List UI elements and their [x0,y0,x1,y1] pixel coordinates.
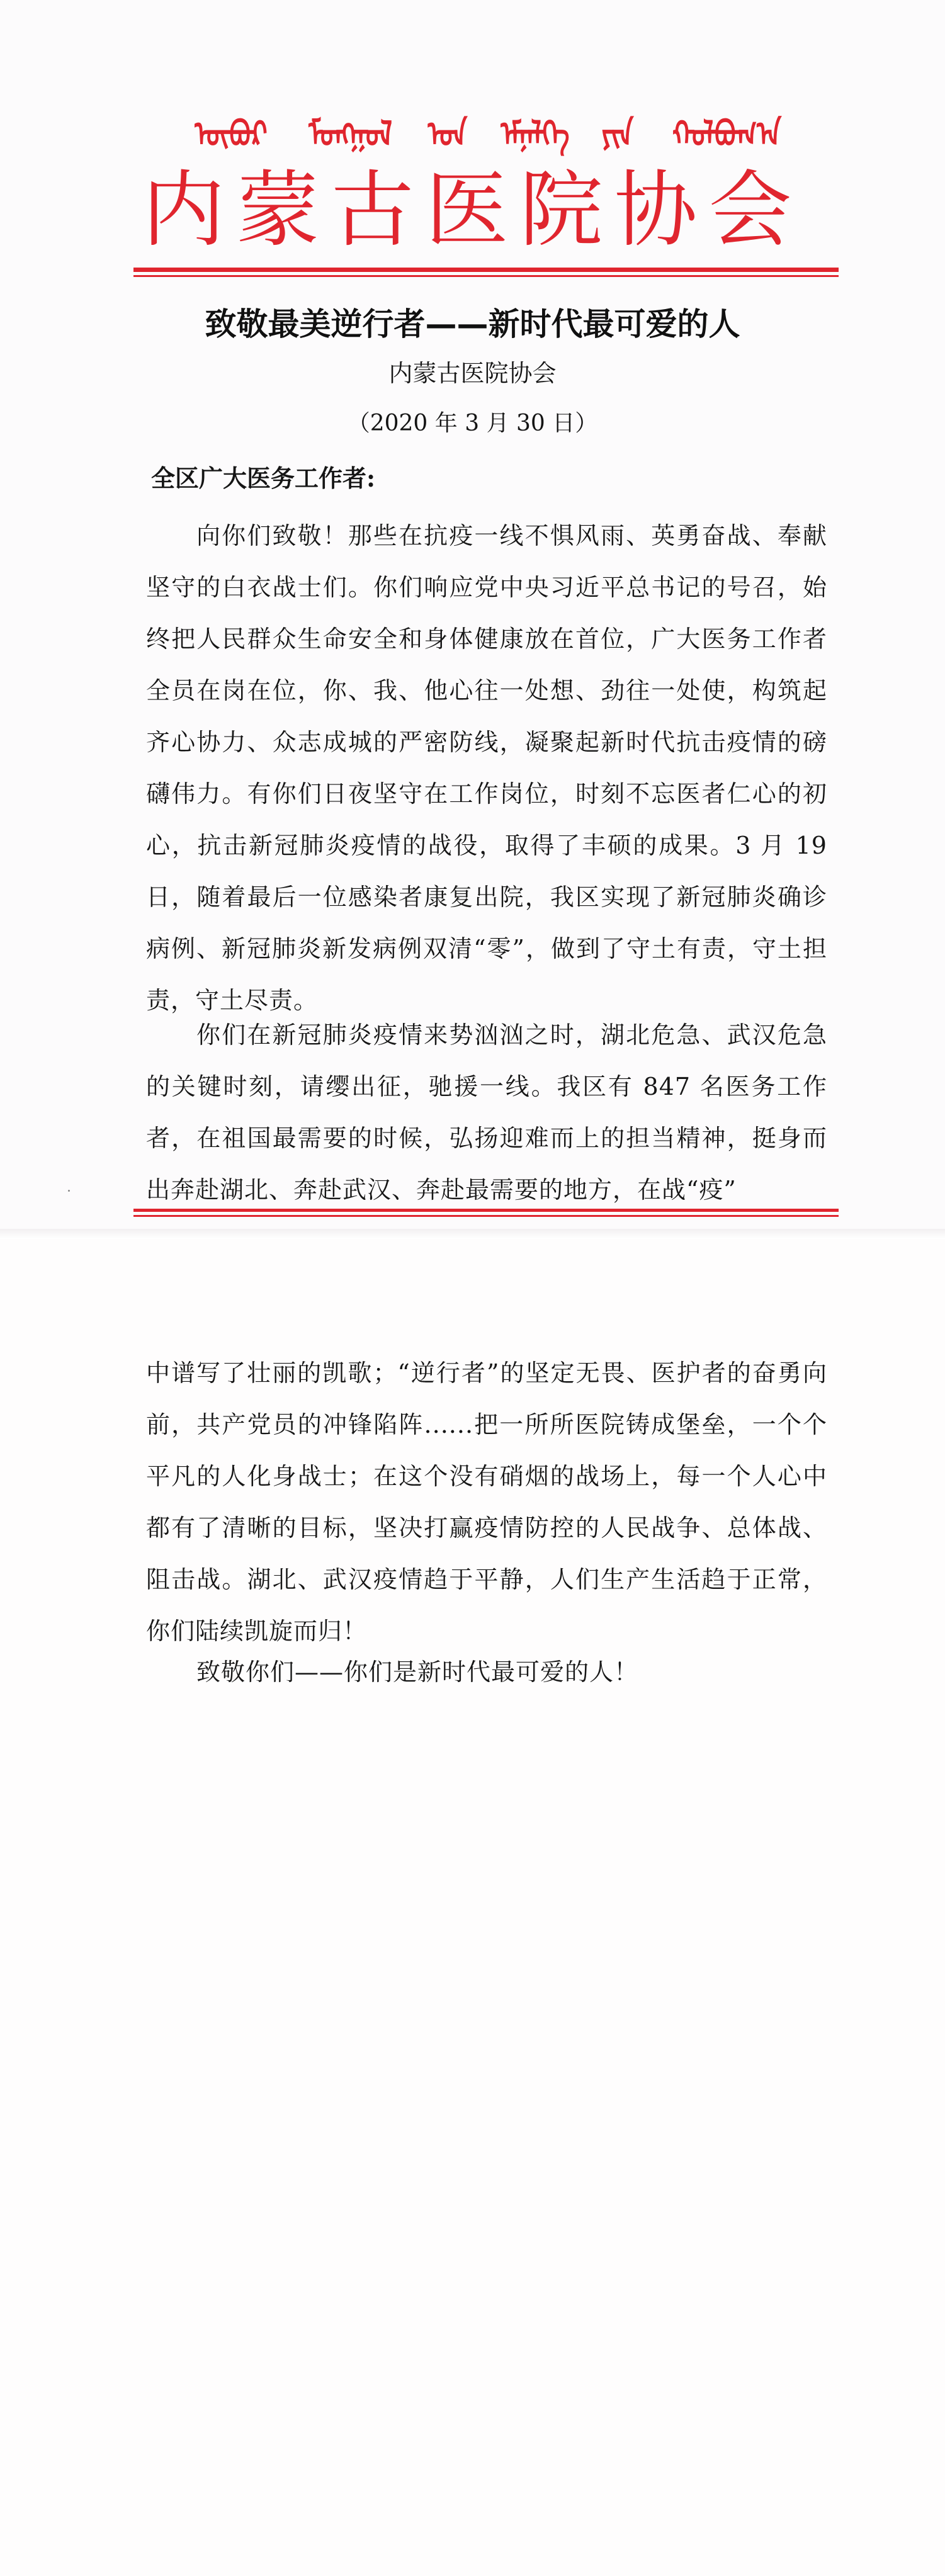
mongolian-letterhead [183,98,800,154]
mongolian-word: ᠶᠢᠨ [601,113,634,155]
mongolian-word: ᠥᠪᠥᠷ [195,113,268,155]
rule-thin-line [133,1215,839,1217]
footer-rule [133,1209,839,1217]
mongolian-word: ᠬᠣᠯᠪᠣᠭ᠎ᠠ [672,113,782,155]
rule-thick-line [133,268,839,272]
page-break [0,1229,945,1239]
scan-speck [68,1190,70,1192]
mongolian-word: ᠤᠨ [427,113,468,155]
paragraph-2: 你们在新冠肺炎疫情来势汹汹之时，湖北危急、武汉危急的关键时刻，请缨出征，驰援一线。我区有 847 名医务工作者，在祖国最需要的时候，弘扬迎难而上的担当精神，挺身而出奔赴湖北、奔赴武汉、奔赴最需要的地方，在战“疫” [146,1021,827,1204]
article-author: 内蒙古医院协会 [388,359,557,387]
article-headline: 致敬最美逆行者——新时代最可爱的人 [205,306,740,342]
article-salutation: 全区广大医务工作者: [151,464,376,492]
letterhead-title: 内蒙古医院协会 [142,164,803,257]
rule-thick-line [133,1209,839,1212]
letterhead-rule [133,268,839,277]
mongolian-word: ᠡᠮᠨᠡᠯᠭᠡ [501,113,570,155]
paragraph-3: 中谱写了壮丽的凯歌；“逆行者”的坚定无畏、医护者的奋勇向前，共产党员的冲锋陷阵......把一所所医院铸成堡垒，一个个平凡的人化身战士；在这个没有硝烟的战场上，每一个人心中都有了清晰的目标，坚决打赢疫情防控的人民战争、总体战、阻击战。湖北、武汉疫情趋于平静，人们生产生活趋于正常，你们陆续凯旋而归！ [146,1359,827,1645]
mongolian-word: ᠮᠣᠩᠭᠣᠯ [308,113,393,155]
article-date: （2020 年 3 月 30 日） [347,410,598,436]
paragraph-1: 向你们致敬！那些在抗疫一线不惧风雨、英勇奋战、奉献坚守的白衣战士们。你们响应党中央习近平总书记的号召，始终把人民群众生命安全和身体健康放在首位，广大医务工作者全员在岗在位，你、我、他心往一处想、劲往一处使，构筑起齐心协力、众志成城的严密防线，凝聚起新时代抗击疫情的磅礴伟力。有你们日夜坚守在工作岗位，时刻不忘医者仁心的初心，抗击新冠肺炎疫情的战役，取得了丰硕的成果。3 月 19 日，随着最后一位感染者康复出院，我区实现了新冠肺炎确诊病例、新冠肺炎新发病例双清“零”，做到了守土有责，守土担责，守土尽责。 [146,522,827,1014]
rule-thin-line [133,275,839,277]
paragraph-4: 致敬你们——你们是新时代最可爱的人！ [196,1658,639,1686]
